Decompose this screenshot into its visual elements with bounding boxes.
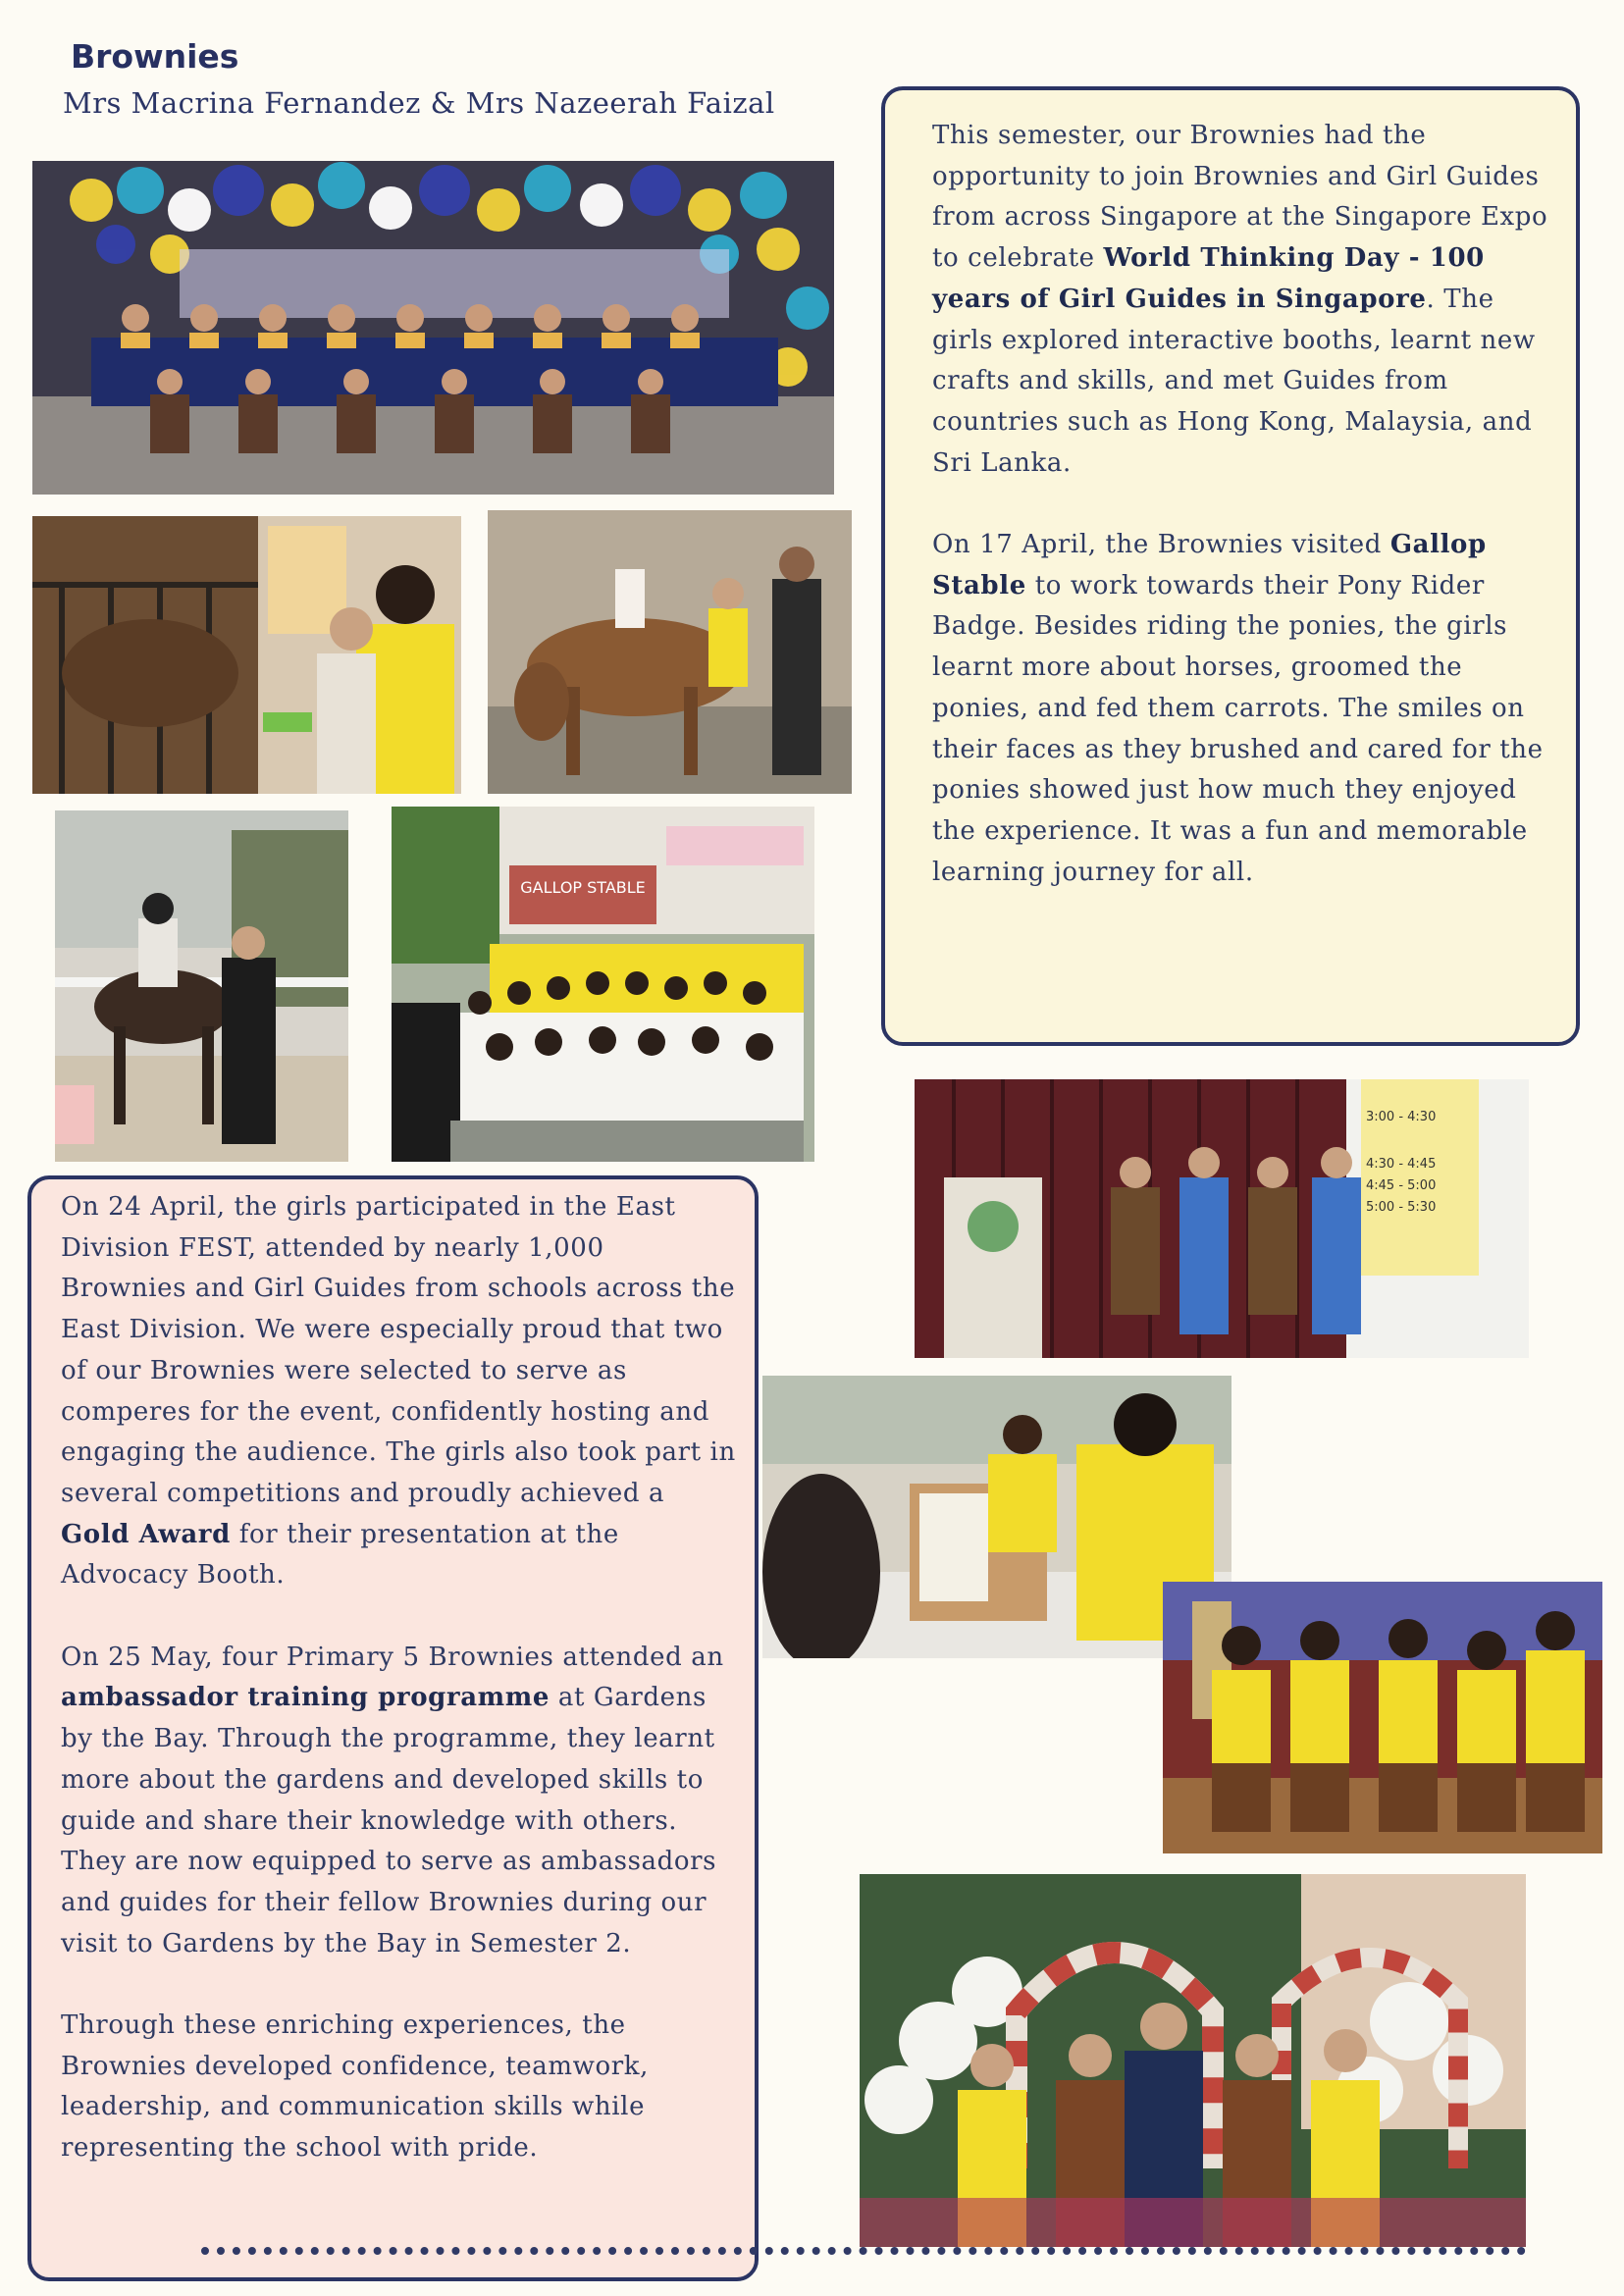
photo-gardens-by-the-bay: [860, 1874, 1526, 2247]
photo-comperes-on-stage: [915, 1079, 1529, 1358]
photo-advocacy-booth: [762, 1376, 1231, 1658]
stable-sign: GALLOP STABLE: [520, 878, 646, 897]
teachers-names: Mrs Macrina Fernandez & Mrs Nazeerah Faizal: [63, 86, 775, 120]
photo-grooming-pony: [488, 510, 852, 794]
section-title: Brownies: [71, 37, 239, 76]
dotted-divider: [201, 2247, 1526, 2255]
paragraph-world-thinking-day: This semester, our Brownies had the opportunity to join Brownies and Girl Guides from across Singapore at the Singapore Expo to celebrate World Thinking Day - 100 years of Girl Guides in Singapore. The girls explored interactive booths, learnt new crafts and skills, and met Guides from countries such as Hong Kong, Malaysia, and Sri Lanka.: [932, 121, 1548, 478]
text-panel-bottom-content: [61, 1187, 738, 2169]
photo-feeding-horse: [32, 516, 461, 794]
photo-gallop-stable-group: [392, 807, 814, 1162]
schedule-row-3: 4:45 - 5:00: [1366, 1178, 1437, 1193]
paragraph-conclusion: Through these enriching experiences, the Brownies developed confidence, teamwork, leadership, and communication skills while representing the school with pride.: [61, 2010, 650, 2164]
schedule-row-1: 3:00 - 4:30: [1366, 1110, 1437, 1124]
schedule-row-4: 5:00 - 5:30: [1366, 1200, 1437, 1215]
photo-pony-ride: [55, 810, 348, 1162]
paragraph-east-division-fest: On 24 April, the girls participated in the East Division FEST, attended by nearly 1,000 Brownies and Girl Guides from schools across the East Division. We were especially proud that two of our Brownies were selected to serve as comperes for the event, confidently hosting and engaging the audience. The girls also took part in several competitions and proudly achieved a Gold Award for their presentation at the Advocacy Booth.: [61, 1192, 736, 1591]
photo-world-thinking-day-group: [32, 161, 834, 495]
paragraph-gallop-stable: On 17 April, the Brownies visited Gallop Stable to work towards their Pony Rider Badge. Besides riding the ponies, the girls learnt more about horses, groomed the ponies, and fed them carrots. The smiles on their faces as they brushed and cared for the ponies showed just how much they enjoyed the experience. It was a fun and memorable learning journey for all.: [932, 530, 1544, 887]
text-panel-top-content: [932, 116, 1550, 893]
schedule-row-2: 4:30 - 4:45: [1366, 1157, 1437, 1172]
paragraph-ambassador-training: On 25 May, four Primary 5 Brownies attended an ambassador training programme at Gardens by the Bay. Through the programme, they learnt more about the gardens and developed skills to guide and share their knowledge with others. They are now equipped to serve as ambassadors and guides for their fellow Brownies during our visit to Gardens by the Bay in Semester 2.: [61, 1642, 724, 1958]
photo-gold-award-group: [1163, 1582, 1602, 1853]
